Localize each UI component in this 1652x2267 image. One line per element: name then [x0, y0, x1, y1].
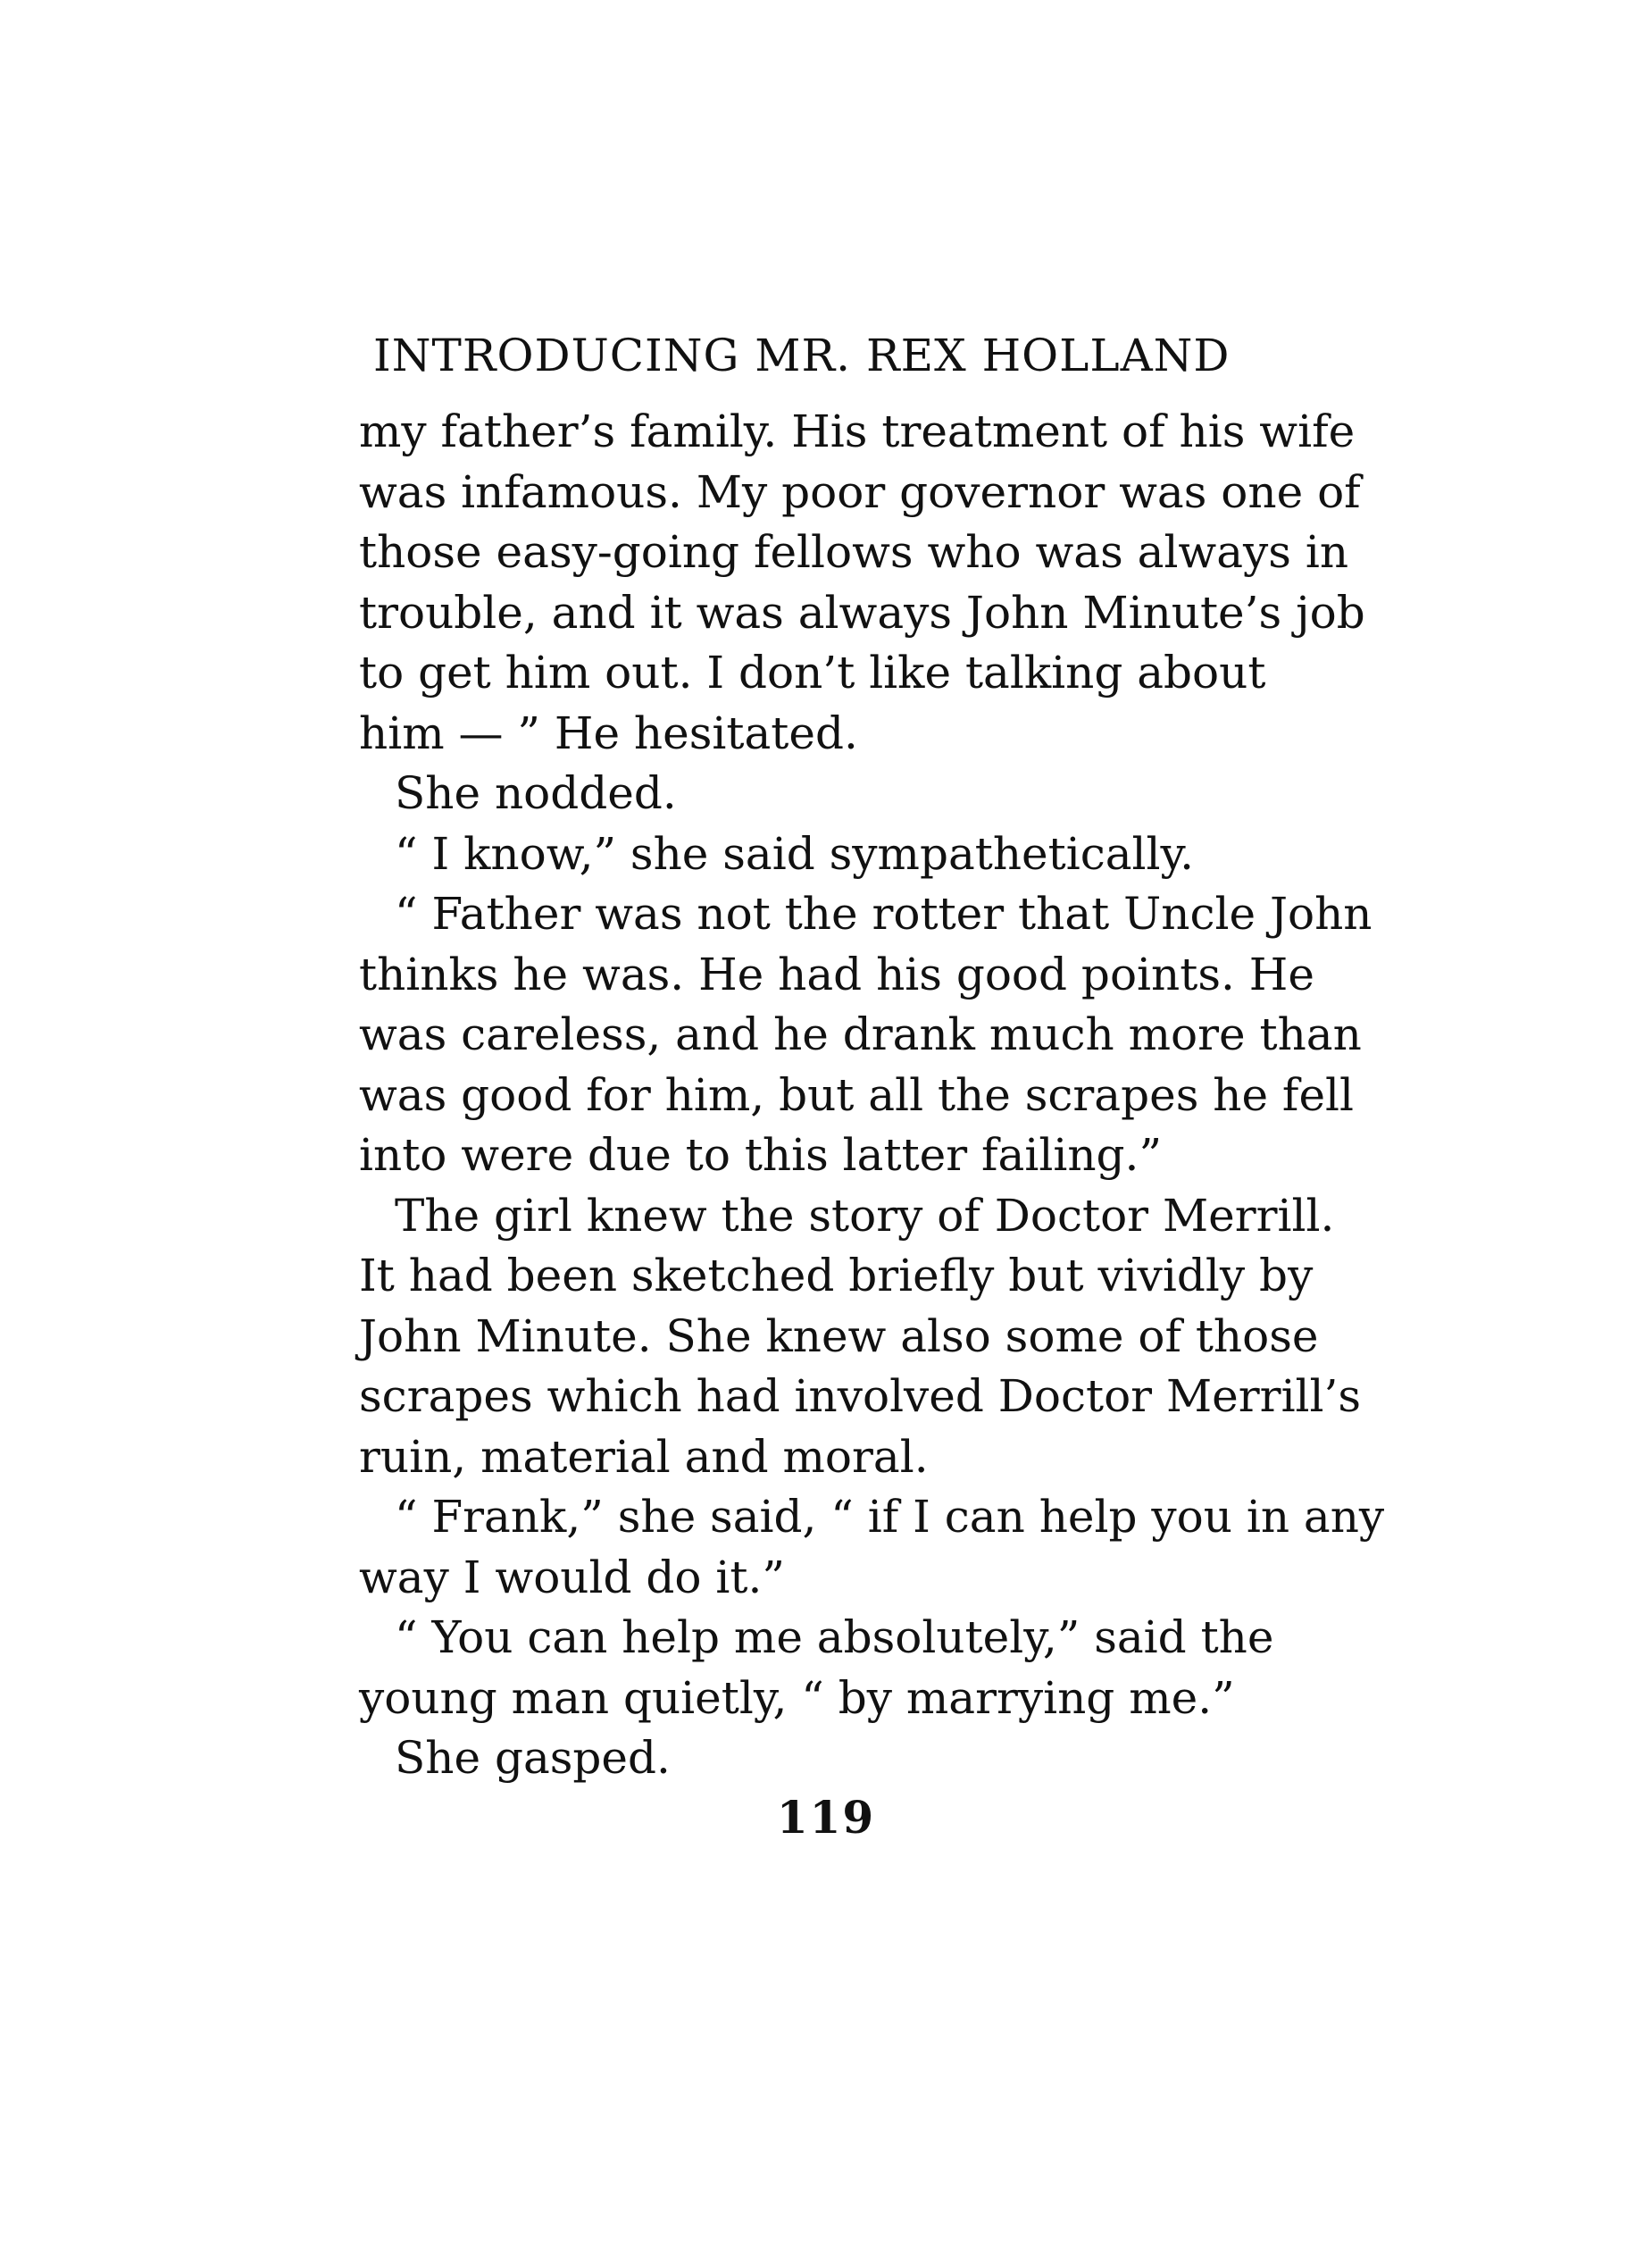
- text-line: She nodded.: [395, 767, 677, 819]
- text-line: him — ” He hesitated.: [359, 707, 858, 759]
- text-line: ruin, material and moral.: [359, 1430, 929, 1483]
- text-line: She gasped.: [395, 1732, 671, 1784]
- text-line: “ Frank,” she said, “ if I can help you in any: [395, 1491, 1385, 1543]
- text-line: John Minute. She knew also some of those: [359, 1309, 1319, 1362]
- text-line: It had been sketched briefly but vividly by: [359, 1250, 1314, 1301]
- text-line: into were due to this latter failing.”: [359, 1129, 1162, 1181]
- text-line: to get him out. I don’t like talking about: [359, 647, 1266, 699]
- text-line: was infamous. My poor governor was one of: [359, 465, 1361, 518]
- text-line: those easy-going fellows who was always in: [359, 526, 1349, 578]
- text-line: “ Father was not the rotter that Uncle John: [395, 888, 1372, 940]
- text-line: “ You can help me absolutely,” said the: [395, 1611, 1274, 1663]
- text-line: The girl knew the story of Doctor Merrill.: [395, 1189, 1335, 1242]
- text-line: thinks he was. He had his good points. He: [359, 948, 1314, 1000]
- text-line: young man quietly, “ by marrying me.”: [359, 1671, 1235, 1724]
- text-line: scrapes which had involved Doctor Merrill’s: [359, 1370, 1362, 1422]
- page-number: 119: [776, 1791, 876, 1844]
- body-text: [359, 402, 1385, 1789]
- text-line: trouble, and it was always John Minute’s job: [359, 586, 1365, 639]
- text-line: was careless, and he drank much more than: [359, 1008, 1362, 1060]
- text-line: was good for him, but all the scrapes he fell: [359, 1068, 1355, 1121]
- text-line: my father’s family. His treatment of his wife: [359, 406, 1356, 457]
- running-head: INTRODUCING MR. REX HOLLAND: [373, 330, 1231, 381]
- text-line: “ I know,” she said sympathetically.: [395, 827, 1195, 880]
- text-line: way I would do it.”: [359, 1551, 785, 1603]
